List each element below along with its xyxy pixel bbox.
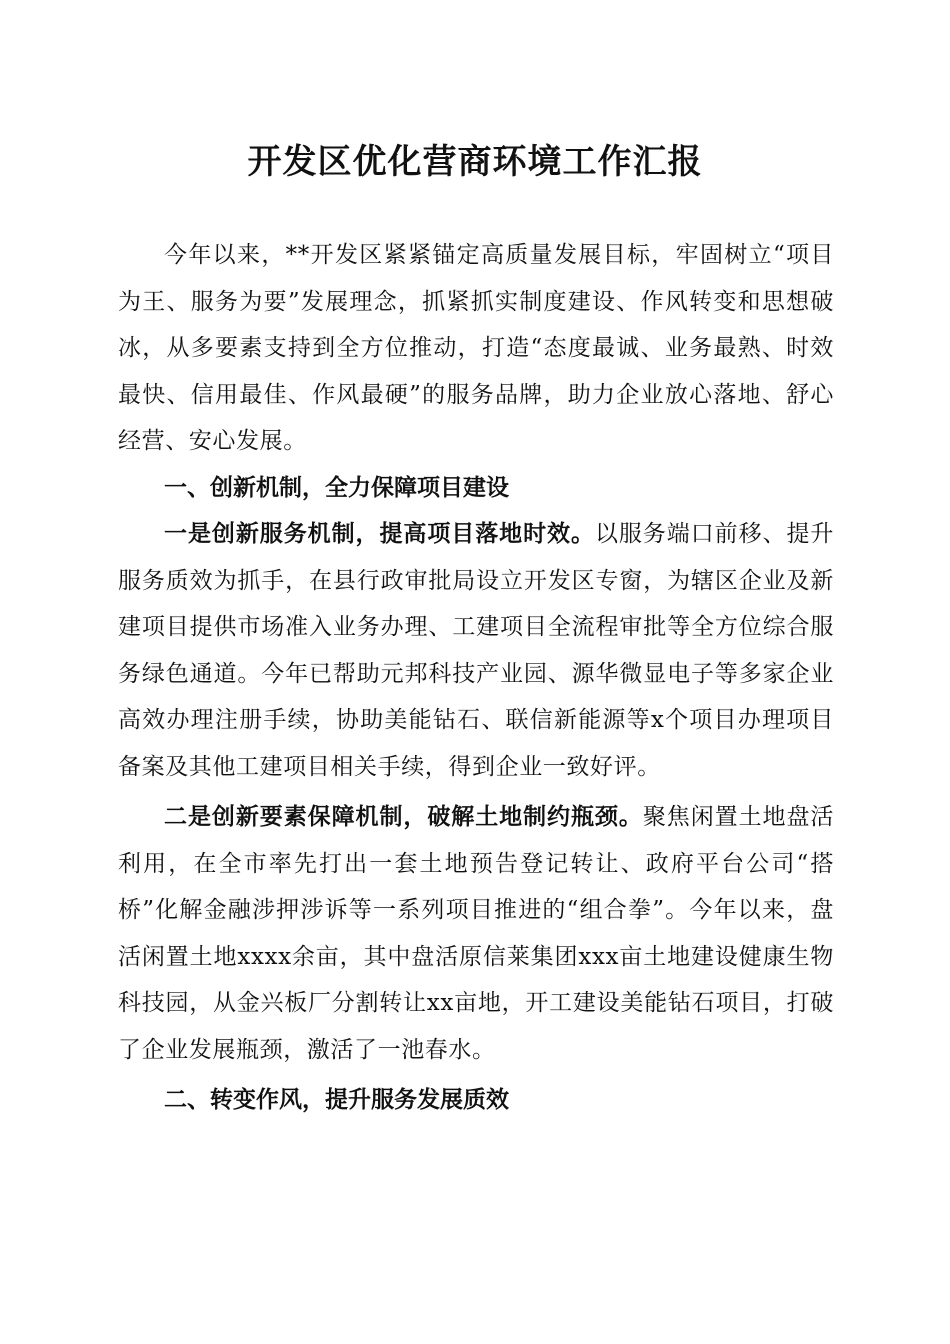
section-2-heading: 二、转变作风，提升服务发展质效: [164, 1087, 509, 1113]
point-1-text: 以服务端口前移、提升服务质效为抓手，在县行政审批局设立开发区专窗，为辖区企业及新建项目提供市场准入业务办理、工建项目全流程审批等全方位综合服务绿色通道。今年已帮助元邦科技产业园、源华微显电子等多家企业高效办理注册手续，协助美能钻石、联信新能源等x个项目办理项目备案及其他工建项目相关手续，得到企业一致好评。: [118, 521, 835, 780]
document-title: 开发区优化营商环境工作汇报: [247, 142, 703, 182]
intro-paragraph: 今年以来，**开发区紧紧锚定高质量发展目标，牢固树立“项目为王、服务为要”发展理念，抓紧抓实制度建设、作风转变和思想破冰，从多要素支持到全方位推动，打造“态度最诚、业务最熟、时效最快、信用最佳、作风最硬”的服务品牌，助力企业放心落地、舒心经营、安心发展。: [118, 242, 834, 454]
point-2-text: 聚焦闲置土地盘活利用，在全市率先打出一套土地预告登记转让、政府平台公司“搭桥”化解金融涉押涉诉等一系列项目推进的“组合拳”。今年以来，盘活闲置土地xxxx余亩，其中盘活原信莱集团xxx亩土地建设健康生物科技园，从金兴板厂分割转让xx亩地，开工建设美能钻石项目，打破了企业发展瓶颈，激活了一池春水。: [118, 804, 834, 1063]
document-body: [118, 232, 834, 1124]
point-1-lead: 一是创新服务机制，提高项目落地时效。: [164, 520, 595, 547]
section-1-heading: 一、创新机制，全力保障项目建设: [164, 474, 509, 501]
section-1-point-1-paragraph: [118, 511, 834, 790]
point-2-lead: 二是创新要素保障机制，破解土地制约瓶颈。: [164, 803, 643, 830]
section-1-point-2-paragraph: [118, 794, 834, 1073]
